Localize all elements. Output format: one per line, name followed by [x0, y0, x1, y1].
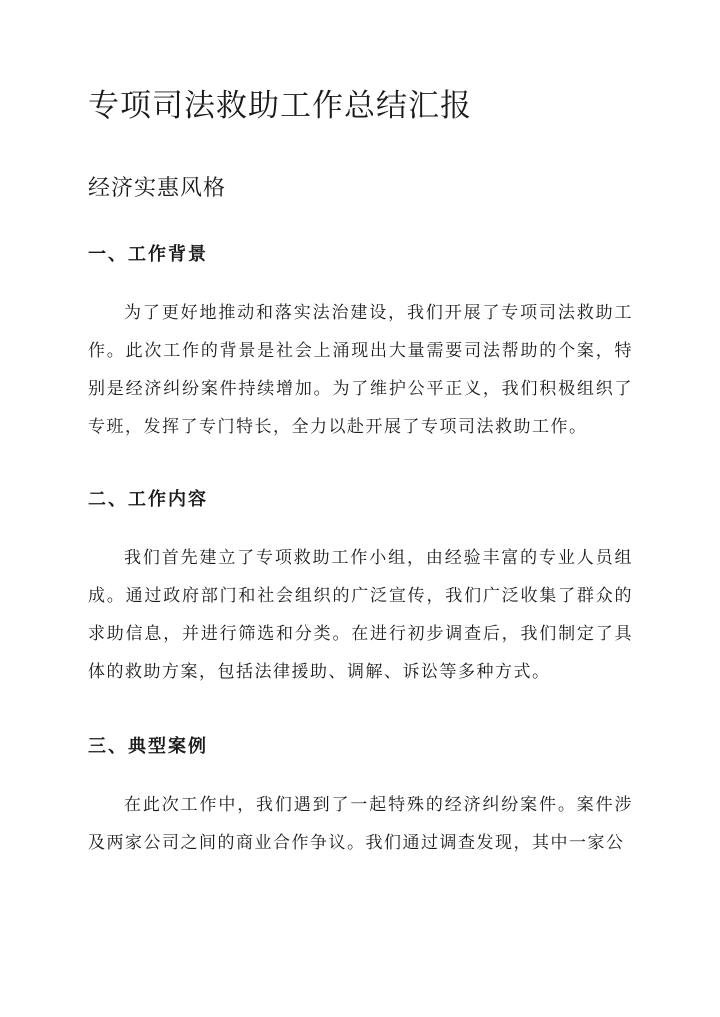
section-heading-content: 二、工作内容	[88, 489, 208, 510]
section-paragraph-background: 为了更好地推动和落实法治建设，我们开展了专项司法救助工作。此次工作的背景是社会上涌现出大量需要司法帮助的个案，特别是经济纠纷案件持续增加。为了维护公平正义，我们积极组织了专班，发挥了专门特长，全力以赴开展了专项司法救助工作。	[88, 303, 633, 437]
document-subtitle: 经济实惠风格	[88, 176, 227, 201]
section-heading-case: 三、典型案例	[88, 736, 208, 757]
section-heading-background: 一、工作背景	[88, 244, 208, 265]
section-paragraph-case: 在此次工作中，我们遇到了一起特殊的经济纠纷案件。案件涉及两家公司之间的商业合作争议。我们通过调查发现，其中一家公	[88, 795, 633, 853]
document-title: 专项司法救助工作总结汇报	[88, 88, 472, 124]
section-paragraph-content: 我们首先建立了专项救助工作小组，由经验丰富的专业人员组成。通过政府部门和社会组织的广泛宣传，我们广泛收集了群众的求助信息，并进行筛选和分类。在进行初步调查后，我们制定了具体的救助方案，包括法律援助、调解、诉讼等多种方式。	[88, 548, 633, 682]
